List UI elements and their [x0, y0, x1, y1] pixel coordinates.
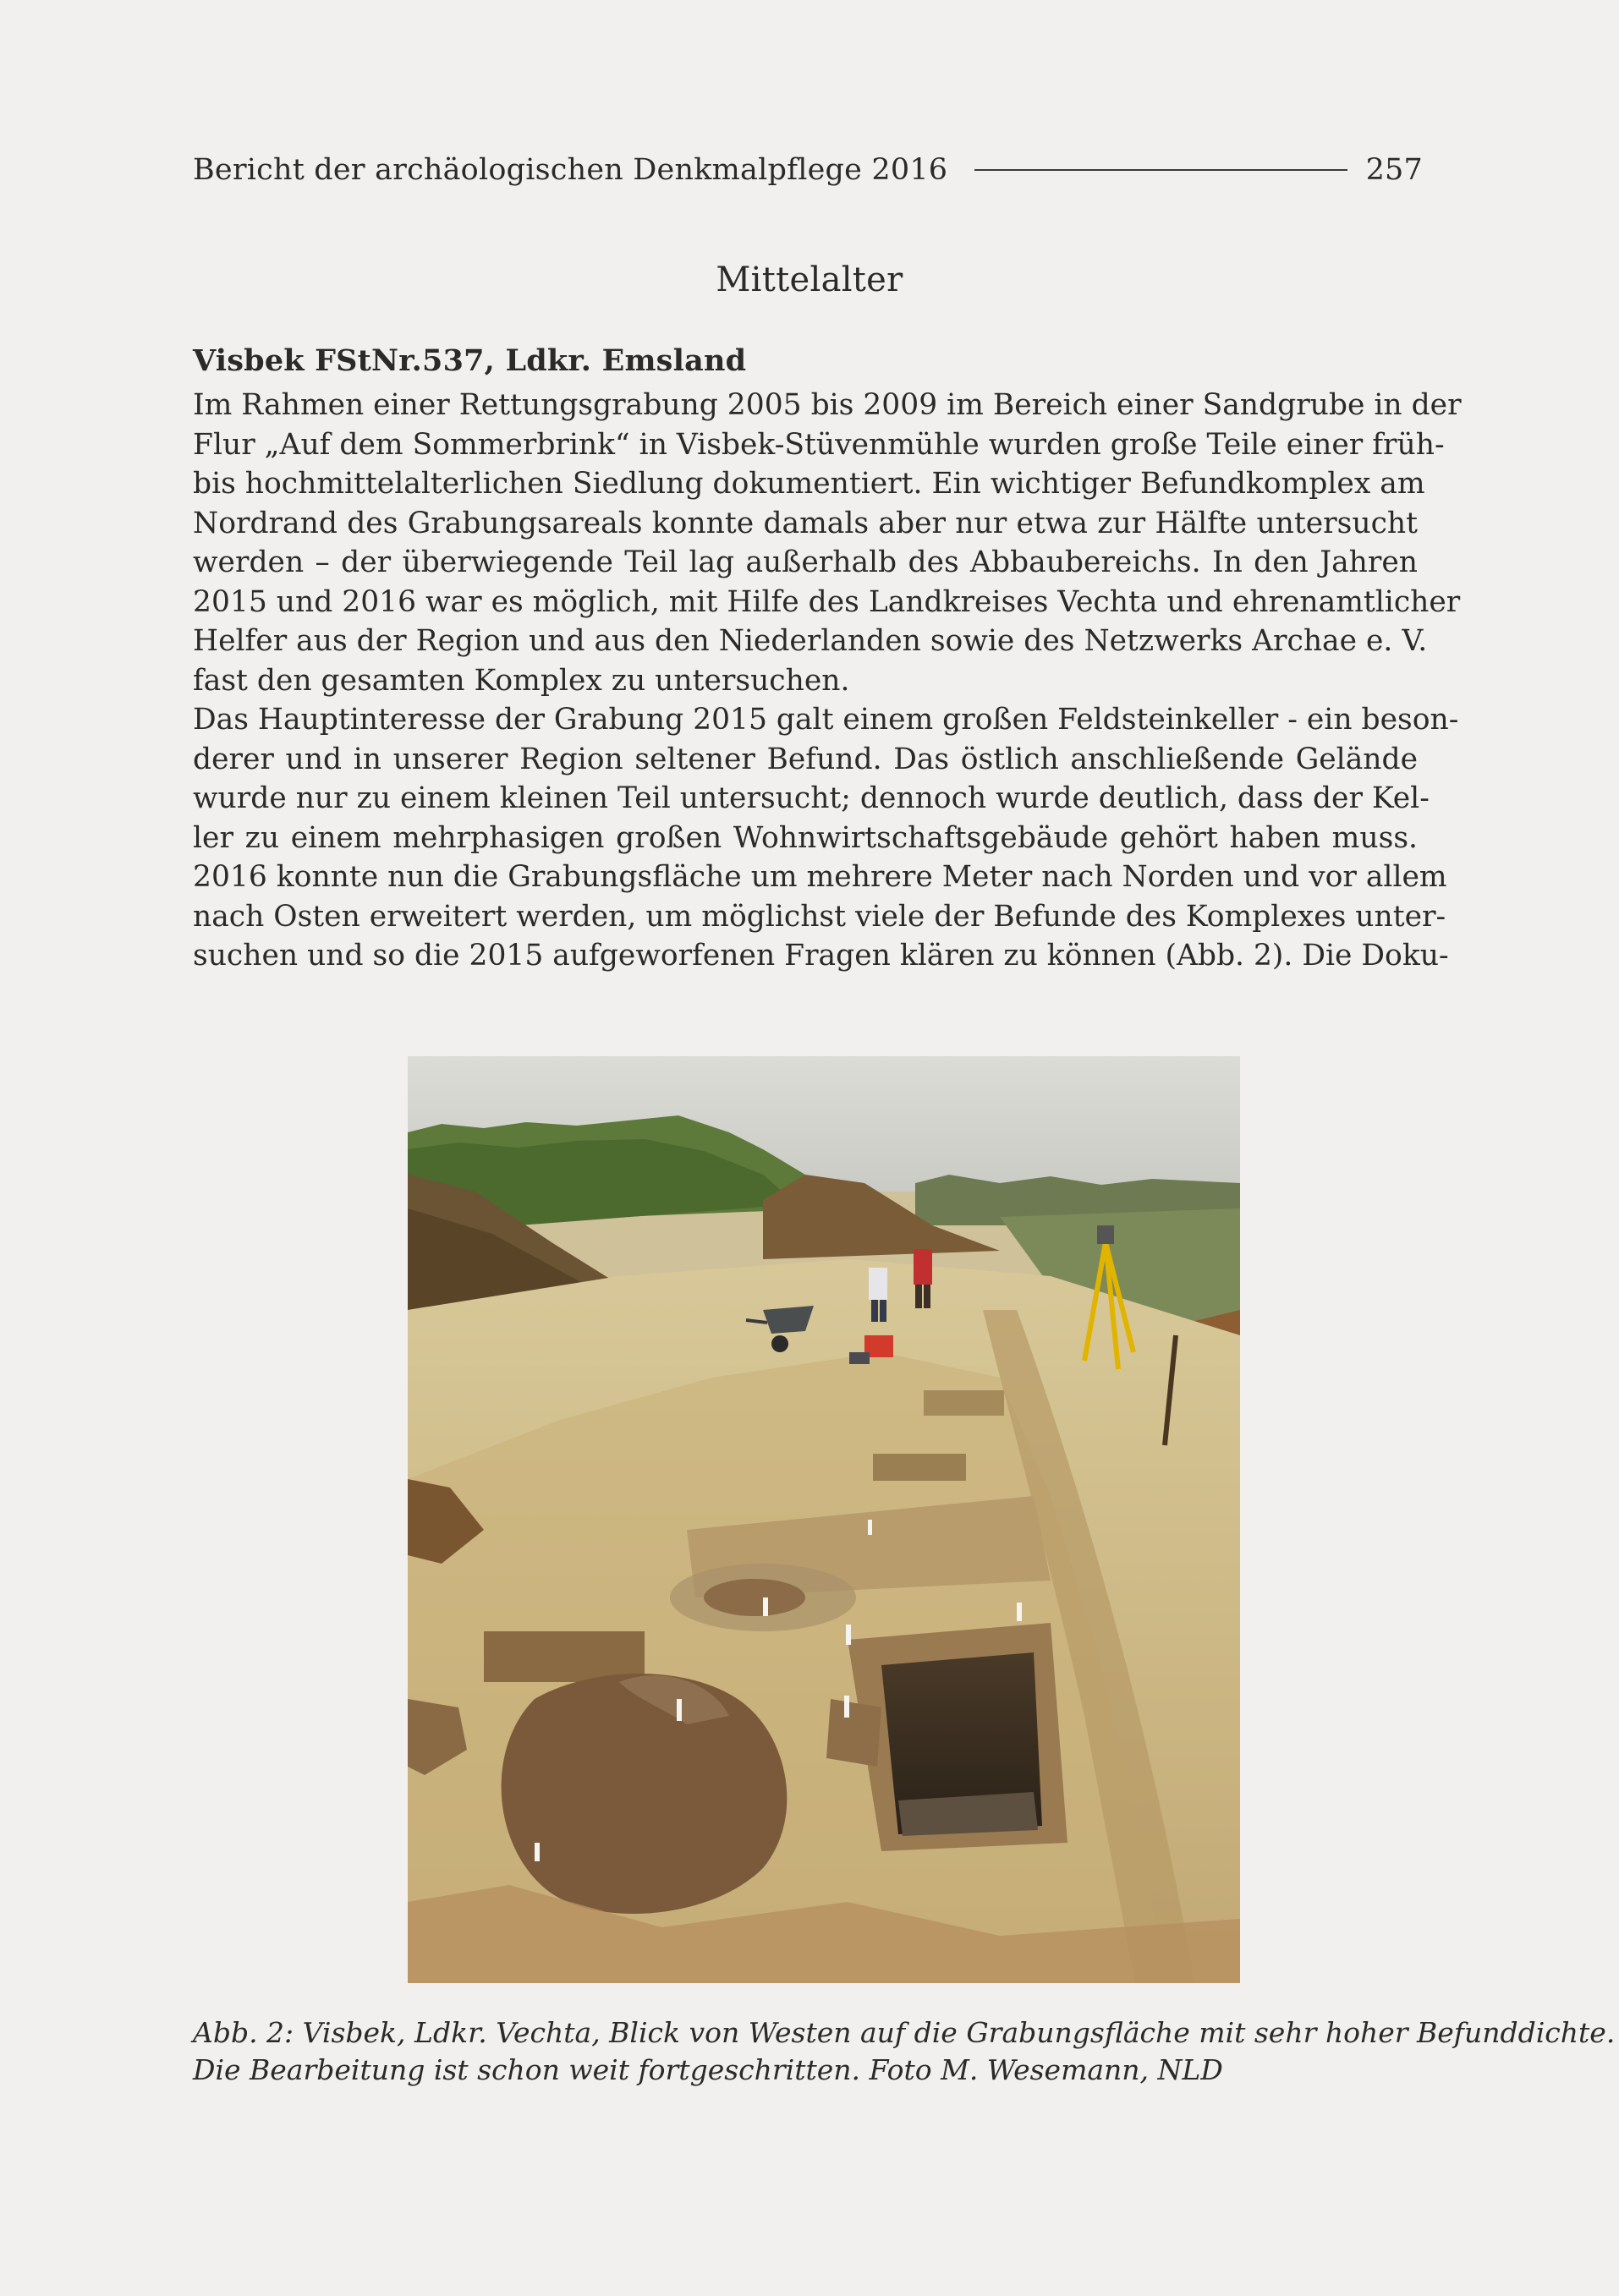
body-line: bis hochmittelalterlichen Siedlung dokumentiert. Ein wichtiger Befundkomplex am	[193, 467, 1425, 501]
body-line: nach Osten erweitert werden, um möglichst viele der Befunde des Komplexes unter-	[193, 899, 1446, 934]
article-heading: Visbek FStNr.537, Ldkr. Emsland	[193, 343, 747, 378]
figure-caption	[193, 2014, 1616, 2089]
body-line: werden – der überwiegende Teil lag außerhalb des Abbaubereichs. In den Jahren	[193, 545, 1418, 579]
section-title: Mittelalter	[716, 260, 903, 299]
running-header	[193, 149, 1423, 191]
body-line: ler zu einem mehrphasigen großen Wohnwirtschaftsgebäude gehört haben muss.	[193, 820, 1418, 855]
body-line: Flur „Auf dem Sommerbrink“ in Visbek-Stüvenmühle wurden große Teile einer früh-	[193, 427, 1445, 462]
body-line: fast den gesamten Komplex zu untersuchen.	[193, 663, 850, 698]
excavation-photo	[408, 1056, 1240, 1983]
caption-line: Abb. 2: Visbek, Ldkr. Vechta, Blick von Westen auf die Grabungsfläche mit sehr hoher Befunddichte.	[193, 2016, 1616, 2049]
body-line: suchen und so die 2015 aufgeworfenen Fragen klären zu können (Abb. 2). Die Doku-	[193, 939, 1449, 973]
article-body	[193, 386, 1462, 976]
body-line: Im Rahmen einer Rettungsgrabung 2005 bis 2009 im Bereich einer Sandgrube in der	[193, 388, 1462, 422]
body-line: 2016 konnte nun die Grabungsfläche um mehrere Meter nach Norden und vor allem	[193, 860, 1447, 894]
body-line: wurde nur zu einem kleinen Teil untersucht; dennoch wurde deutlich, dass der Kel-	[193, 781, 1430, 815]
caption-line: Die Bearbeitung ist schon weit fortgeschritten. Foto M. Wesemann, NLD	[193, 2053, 1223, 2086]
body-line: Nordrand des Grabungsareals konnte damals aber nur etwa zur Hälfte untersucht	[193, 506, 1418, 540]
body-line: derer und in unserer Region seltener Befund. Das östlich anschließende Gelände	[193, 742, 1418, 776]
running-title: Bericht der archäologischen Denkmalpflege 2016	[193, 153, 948, 187]
body-line: Das Hauptinteresse der Grabung 2015 galt einem großen Feldsteinkeller - ein beson-	[193, 703, 1459, 737]
header-rule	[974, 169, 1347, 171]
body-line: Helfer aus der Region und aus den Niederlanden sowie des Netzwerks Archae e. V.	[193, 624, 1428, 658]
body-line: 2015 und 2016 war es möglich, mit Hilfe des Landkreises Vechta und ehrenamtlicher	[193, 584, 1461, 619]
page-number: 257	[1365, 153, 1423, 187]
